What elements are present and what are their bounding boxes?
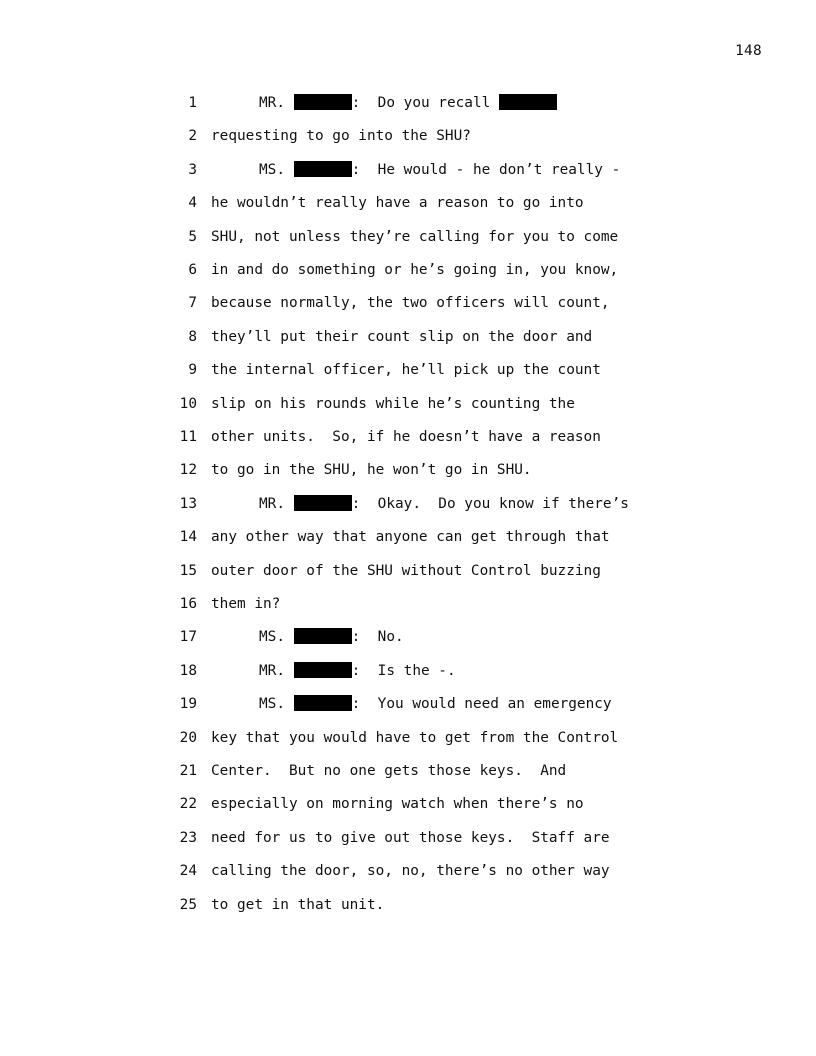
line-number: 21 [179,763,197,779]
line-number: 9 [188,362,197,379]
transcript-line [0,594,816,614]
line-number: 1 [188,95,197,111]
transcript-line [0,93,816,113]
line-number: 17 [179,629,197,646]
redaction-box [294,662,352,678]
line-text: slip on his rounds while he’s counting the [211,395,575,412]
line-number: 14 [179,529,197,546]
line-number: 15 [179,562,197,579]
line-text: need for us to give out those keys. Staff are [211,829,610,846]
line-text: outer door of the SHU without Control buzzing [211,562,601,579]
line-number: 16 [179,596,197,612]
line-text: they’ll put their count slip on the door and [211,328,593,345]
speech-text: : Do you recall [351,95,499,111]
redaction-box [294,161,352,177]
transcript-line [0,761,816,781]
line-number: 11 [179,429,197,445]
redaction-box [294,628,352,644]
transcript-line [0,260,816,280]
speaker-label: MR. [259,662,285,679]
redaction-box [294,695,352,711]
transcript-line [0,460,816,480]
speaker-label: MR. [259,95,285,111]
line-number: 13 [179,495,197,512]
speaker-label: MS. [259,696,285,713]
transcript-line [0,160,816,180]
transcript-line [0,327,816,347]
line-number: 12 [179,462,197,479]
transcript-line [0,627,816,647]
line-text [259,694,612,714]
transcript-line [0,728,816,748]
line-number: 18 [179,662,197,679]
transcript-line [0,494,816,514]
line-text [259,494,629,514]
redaction-box [294,94,352,110]
transcript-line [0,861,816,881]
speech-text: : Is the -. [351,662,456,679]
line-number: 20 [179,729,197,746]
transcript-line [0,661,816,681]
line-text [259,160,620,180]
speech-text: : You would need an emergency [351,696,612,713]
line-text: the internal officer, he’ll pick up the count [211,362,601,379]
line-text: any other way that anyone can get through that [211,529,610,546]
line-number: 8 [188,328,197,345]
line-number: 3 [188,161,197,178]
transcript-line [0,293,816,313]
line-text: calling the door, so, no, there’s no other way [211,863,610,880]
line-number: 22 [179,796,197,813]
line-text: he wouldn’t really have a reason to go into [211,195,584,212]
line-number: 10 [179,395,197,412]
transcript-line [0,561,816,581]
line-number: 5 [188,228,197,245]
line-text: to get in that unit. [211,896,385,913]
line-text [259,627,404,647]
line-number: 2 [188,128,197,145]
transcript-line [0,193,816,213]
speaker-label: MR. [259,495,285,512]
speech-text: : No. [351,629,404,646]
line-number: 23 [179,829,197,846]
speech-text: : He would - he don’t really - [351,161,621,178]
line-text: especially on morning watch when there’s no [211,796,584,813]
redaction-box [294,495,352,511]
redaction-box [499,94,557,110]
transcript-line [0,126,816,146]
page-number: 148 [735,43,762,59]
speaker-label: MS. [259,161,285,178]
line-text: because normally, the two officers will count, [211,295,610,312]
line-text: to go in the SHU, he won’t go in SHU. [211,462,532,479]
line-text: in and do something or he’s going in, you know, [211,262,619,278]
transcript-line [0,527,816,547]
line-text [259,93,557,113]
transcript-line [0,227,816,247]
speaker-label: MS. [259,629,285,646]
line-text: key that you would have to get from the Control [211,729,619,746]
line-number: 4 [188,195,197,212]
line-text: them in? [211,596,281,612]
line-text: requesting to go into the SHU? [211,128,471,145]
line-text: other units. So, if he doesn’t have a reason [211,429,601,445]
line-text: SHU, not unless they’re calling for you to come [211,228,619,245]
line-text [259,661,456,681]
line-text: Center. But no one gets those keys. And [211,763,567,779]
line-number: 7 [188,295,197,312]
line-number: 19 [179,696,197,713]
transcript-line [0,427,816,447]
transcript-line [0,895,816,915]
line-number: 25 [179,896,197,913]
transcript-line [0,394,816,414]
line-number: 24 [179,863,197,880]
line-number: 6 [188,262,197,278]
transcript-line [0,794,816,814]
transcript-line [0,694,816,714]
transcript-line [0,828,816,848]
transcript-line [0,360,816,380]
speech-text: : Okay. Do you know if there’s [351,495,629,512]
